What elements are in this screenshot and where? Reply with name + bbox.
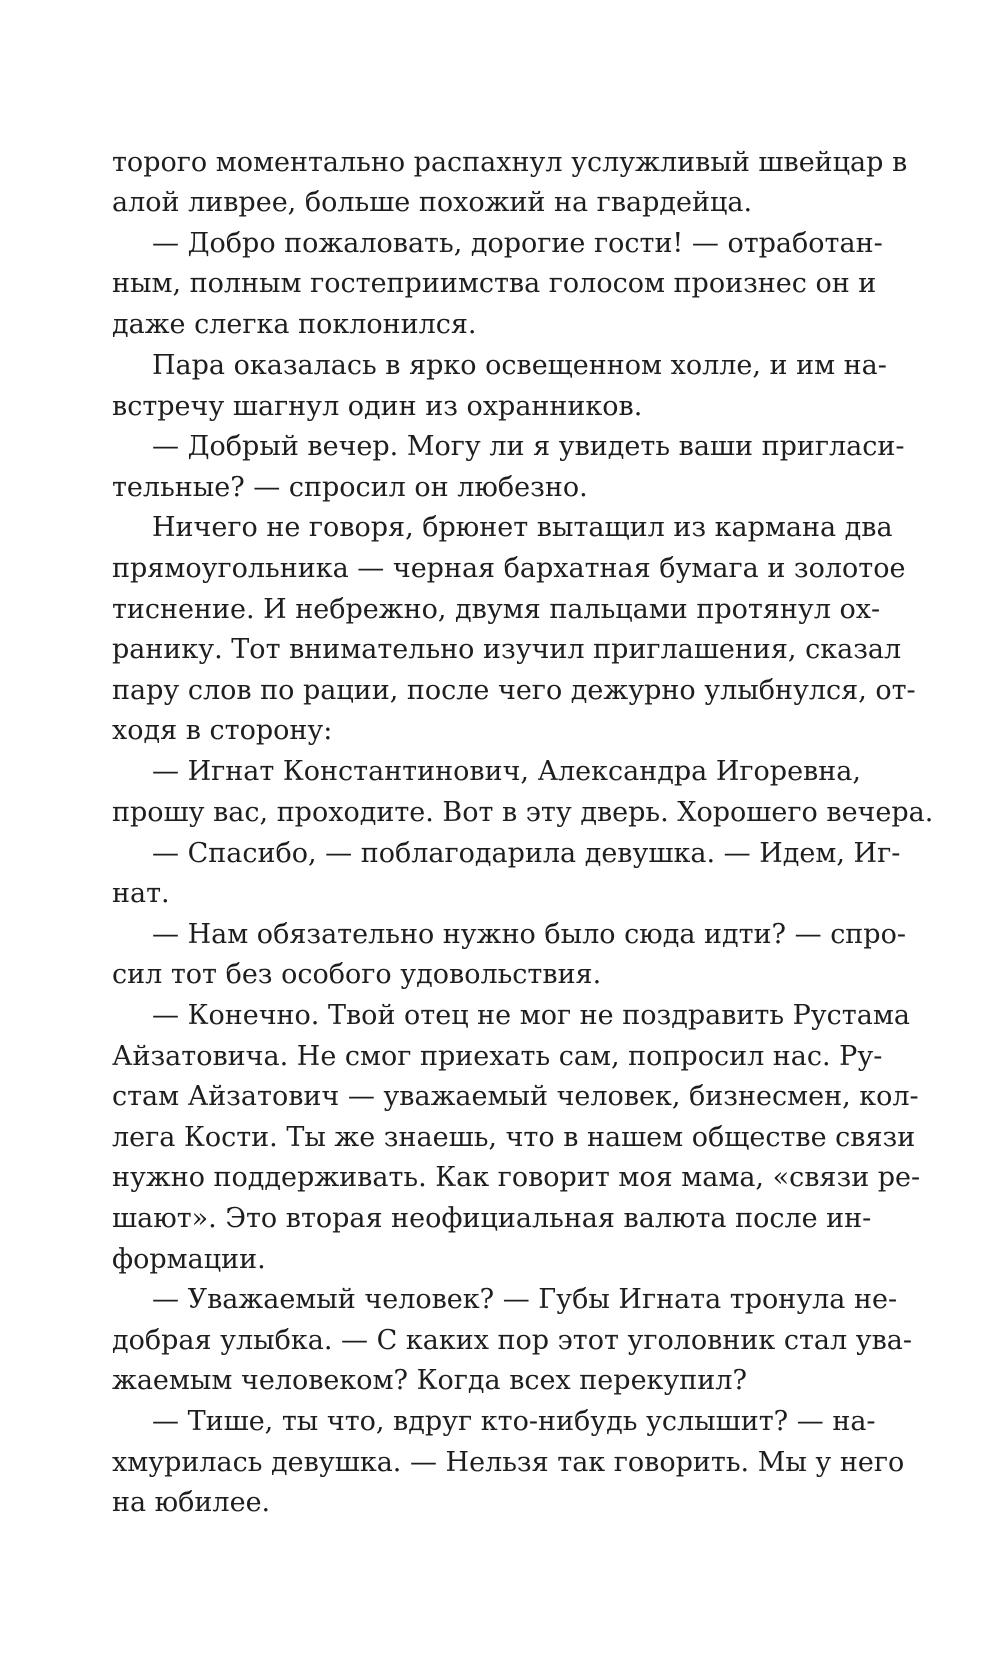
text-line: — Нам обязательно нужно было сюда идти? — спро- [152, 919, 906, 950]
text-line: — Добрый вечер. Могу ли я увидеть ваши пригласи- [152, 431, 905, 462]
text-line: формации. [112, 1244, 266, 1275]
text-line: — Уважаемый человек? — Губы Игната тронула не- [152, 1284, 898, 1315]
text-line: тиснение. И небрежно, двумя пальцами протянул ох- [112, 594, 881, 625]
text-line: ранику. Тот внимательно изучил приглашения, сказал [112, 634, 902, 665]
text-line: тельные? — спросил он любезно. [112, 472, 588, 503]
text-line: — Добро пожаловать, дорогие гости! — отработан- [152, 228, 883, 259]
text-line: прошу вас, проходите. Вот в эту дверь. Хорошего вечера. [112, 797, 934, 828]
text-line: сил тот без особого удовольствия. [112, 959, 602, 990]
text-line: алой ливрее, больше похожий на гвардейца. [112, 187, 753, 218]
text-line: ным, полным гостеприимства голосом произнес он и [112, 268, 877, 299]
text-line: — Игнат Константинович, Александра Игоревна, [152, 756, 861, 787]
text-line: торого моментально распахнул услужливый швейцар в [112, 147, 908, 178]
text-line: — Тише, ты что, вдруг кто-нибудь услышит? — на- [152, 1406, 876, 1437]
text-line: ходя в сторону: [112, 715, 333, 746]
text-line: Пара оказалась в ярко освещенном холле, и им на- [152, 350, 887, 381]
text-line: даже слегка поклонился. [112, 309, 477, 340]
text-line: хмурилась девушка. — Нельзя так говорить. Мы у него [112, 1447, 905, 1478]
text-line: — Конечно. Твой отец не мог не поздравить Рустама [152, 1000, 910, 1031]
text-line: стам Айзатович — уважаемый человек, бизнесмен, кол- [112, 1081, 919, 1112]
text-line: встречу шагнул один из охранников. [112, 391, 643, 422]
text-line: лега Кости. Ты же знаешь, что в нашем обществе связи [112, 1122, 916, 1153]
text-line: на юбилее. [112, 1487, 271, 1518]
text-line: — Спасибо, — поблагодарила девушка. — Идем, Иг- [152, 838, 901, 869]
text-line: жаемым человеком? Когда всех перекупил? [112, 1365, 747, 1396]
text-line: шают». Это вторая неофициальная валюта после ин- [112, 1203, 872, 1234]
text-line: нат. [112, 878, 170, 909]
text-line: Ничего не говоря, брюнет вытащил из кармана два [152, 512, 893, 543]
text-line: прямоугольника — черная бархатная бумага и золотое [112, 553, 906, 584]
text-line: нужно поддерживать. Как говорит моя мама, «связи ре- [112, 1162, 921, 1193]
text-line: Айзатовича. Не смог приехать сам, попросил нас. Ру- [112, 1041, 883, 1072]
text-line: пару слов по рации, после чего дежурно улыбнулся, от- [112, 675, 916, 706]
text-line: добрая улыбка. — С каких пор этот уголовник стал ува- [112, 1325, 913, 1356]
